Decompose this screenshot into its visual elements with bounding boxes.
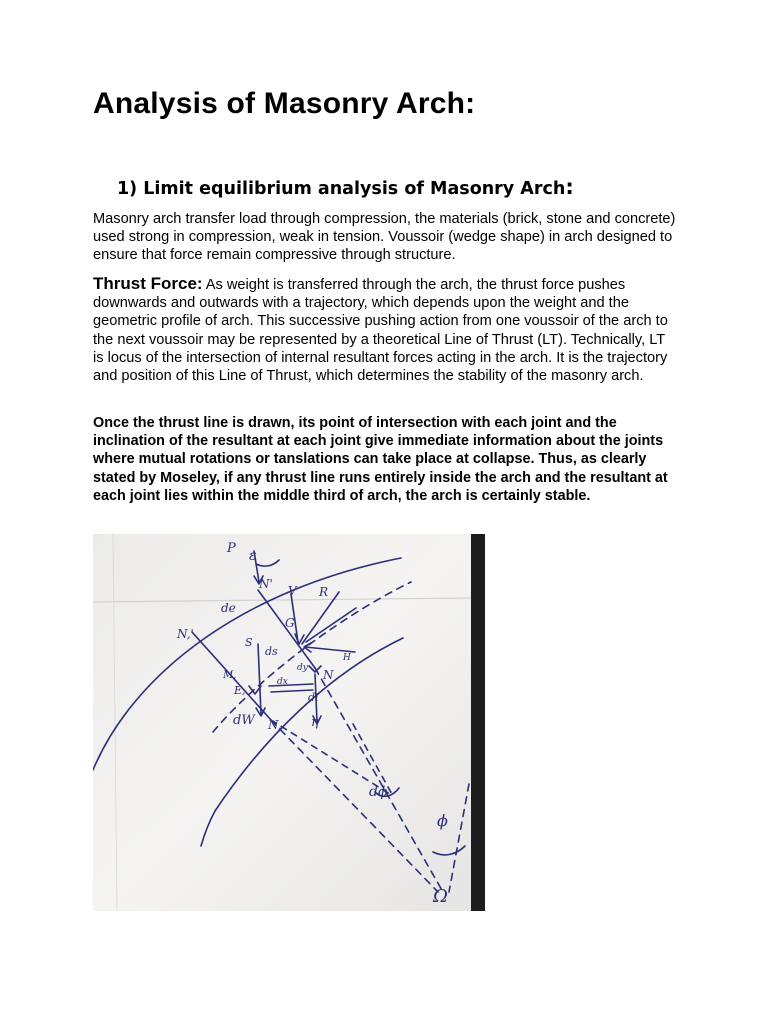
- label-dphi: dϕ: [369, 784, 388, 800]
- label-S: S: [245, 636, 253, 649]
- thrust-force-lead: Thrust Force:: [93, 274, 203, 293]
- label-Omega: Ω: [433, 886, 448, 907]
- label-M1: M,: [223, 670, 237, 681]
- label-N: N: [323, 668, 334, 682]
- paragraph-masonry-arch: Masonry arch transfer load through compression, the materials (brick, stone and concrete) used strong in compression, weak in tension. Voussoir (wedge shape) in arch designed to ensure that force remain compressive through structure.: [93, 211, 676, 264]
- label-de: de: [221, 601, 236, 615]
- arch-sketch: [93, 534, 485, 911]
- label-eta: η: [311, 715, 319, 730]
- label-dy: dy: [297, 663, 308, 673]
- section-heading: [117, 174, 574, 202]
- label-E1: E,: [234, 684, 246, 697]
- section-number: 1): [117, 179, 138, 199]
- document-title: Analysis of Masonry Arch:: [93, 87, 476, 120]
- section-heading-colon: :: [565, 175, 574, 199]
- label-R: R: [319, 585, 329, 599]
- section-heading-text: Limit equilibrium analysis of Masonry Arch: [143, 179, 566, 199]
- label-epsilon: ε: [249, 548, 257, 564]
- label-ds: ds: [265, 645, 278, 658]
- label-V: V: [288, 584, 297, 598]
- label-G: G: [285, 616, 295, 630]
- label-dx: dx: [277, 677, 288, 687]
- label-N1-prime: N,': [177, 627, 194, 641]
- label-N1: N,: [268, 718, 282, 732]
- label-N-prime: N': [259, 577, 273, 591]
- paper-sheet: [93, 534, 471, 911]
- label-di: di: [308, 691, 319, 704]
- paragraph-thrust-line-stability: Once the thrust line is drawn, its point of intersection with each joint and the inclination of the resultant at each joint give immediate information about the joints where mutual rotations or tanslations can take place at collapse. Thus, as clearly stated by Moseley, if any thrust line runs entirely inside the arch and the resultant at each joint lies within the middle third of arch, the arch is certainly stable.: [93, 415, 668, 504]
- label-phi: ϕ: [437, 811, 448, 830]
- dark-edge: [471, 534, 485, 911]
- paragraph-thrust-force: [93, 275, 677, 385]
- label-dW: dW: [233, 713, 255, 728]
- label-H: H: [343, 653, 351, 663]
- thrust-force-body: As weight is transferred through the arch, the thrust force pushes downwards and outwards with a trajectory, which depends upon the weight and the geometric profile of arch. This successive pushing action from one voussoir of the arch to the next voussoir may be represented by a theoretical Line of Thrust (LT). Technically, LT is locus of the intersection of internal resultant forces acting in the arch. It is the trajectory and position of this Line of Thrust, which determines the stability of the masonry arch.: [93, 277, 668, 385]
- arch-sketch-figure: [93, 534, 485, 911]
- label-P: P: [227, 541, 236, 556]
